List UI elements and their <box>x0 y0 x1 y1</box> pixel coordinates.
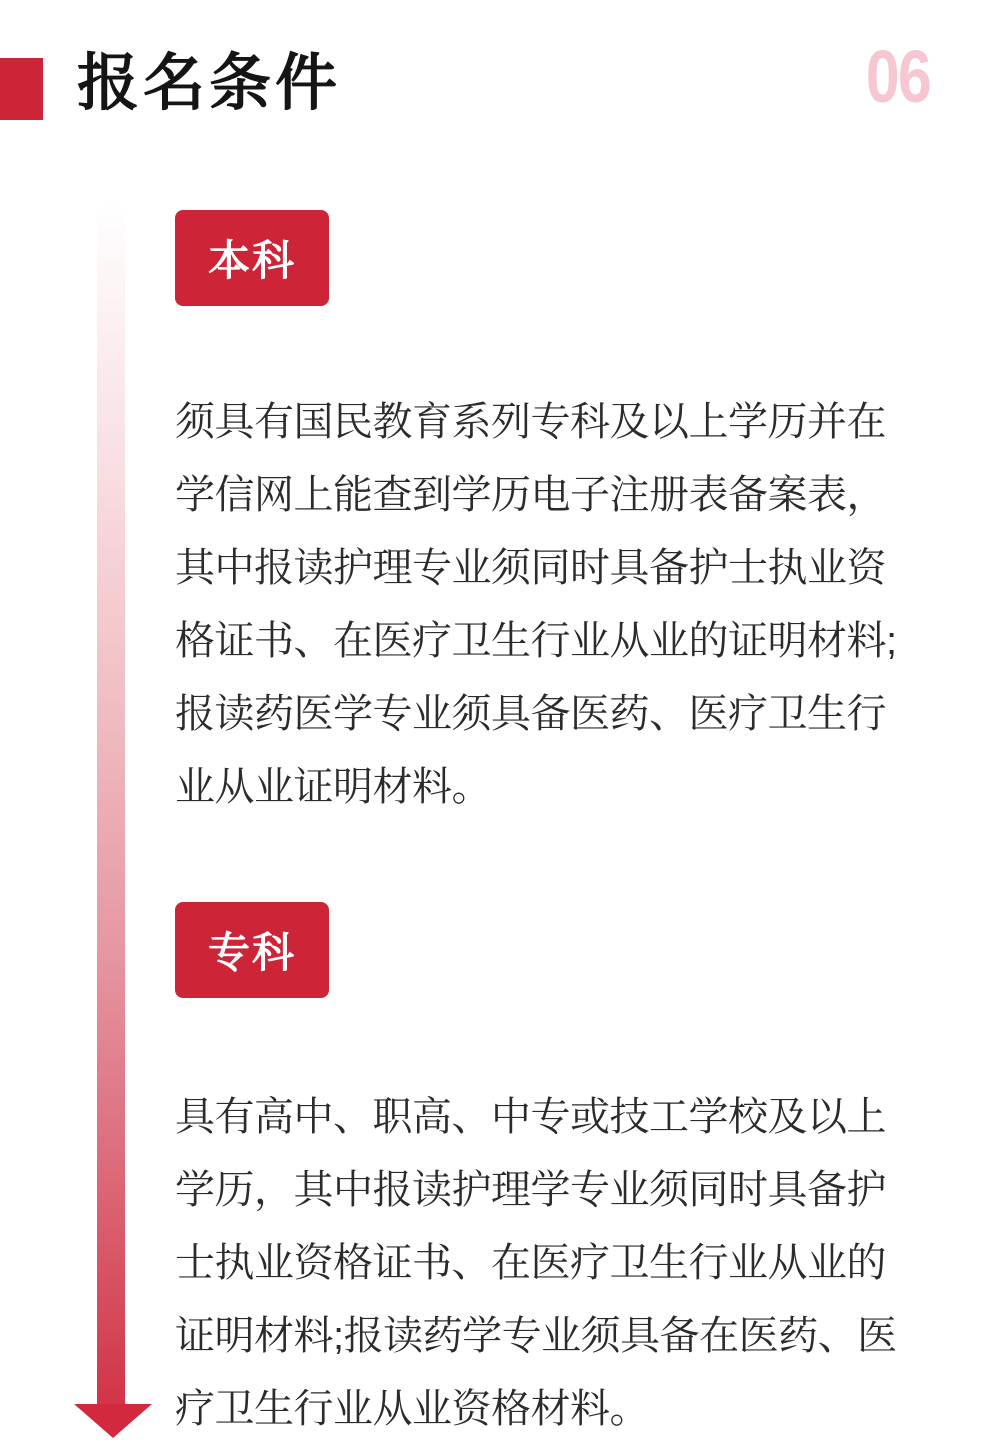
paragraph-line: 须具有国民教育系列专科及以上学历并在 <box>175 400 886 444</box>
down-arrow-icon <box>74 1404 152 1438</box>
badge-junior-college-label: 专科 <box>207 929 296 976</box>
badge-junior-college <box>175 902 329 998</box>
paragraph-line: 具有高中、职高、中专或技工学校及以上 <box>175 1095 886 1139</box>
page-number: 06 <box>865 35 931 118</box>
paragraph-junior-college <box>175 1081 955 1446</box>
paragraph-line: 证明材料;报读药学专业须具备在医药、医 <box>175 1314 897 1358</box>
paragraph-line: 学信网上能查到学历电子注册表备案表， <box>175 473 886 517</box>
paragraph-line: 报读药医学专业须具备医药、医疗卫生行 <box>175 692 886 736</box>
page-title: 报名条件 <box>77 49 342 118</box>
paragraph-line: 学历，其中报读护理学专业须同时具备护 <box>175 1168 886 1212</box>
badge-undergraduate-label: 本科 <box>207 237 296 284</box>
paragraph-undergraduate <box>175 386 955 824</box>
paragraph-line: 其中报读护理专业须同时具备护士执业资 <box>175 546 886 590</box>
paragraph-line: 格证书、在医疗卫生行业从业的证明材料; <box>175 619 897 663</box>
paragraph-line: 士执业资格证书、在医疗卫生行业从业的 <box>175 1241 886 1285</box>
paragraph-line: 疗卫生行业从业资格材料。 <box>175 1387 649 1431</box>
paragraph-line: 业从业证明材料。 <box>175 765 491 809</box>
badge-undergraduate <box>175 210 329 306</box>
down-arrow-shaft <box>97 206 125 1405</box>
title-accent-square <box>0 58 43 120</box>
